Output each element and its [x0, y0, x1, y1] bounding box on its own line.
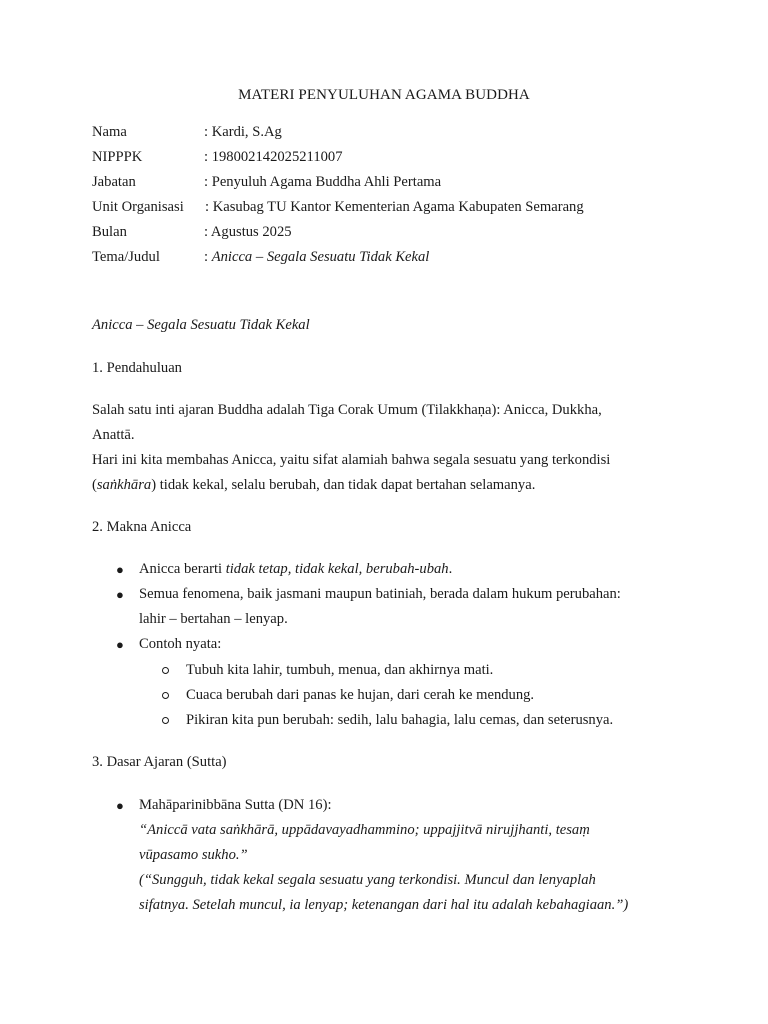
list-item	[116, 793, 332, 818]
sub-list-item	[186, 683, 534, 708]
bullet-icon: ●	[116, 587, 124, 602]
circle-bullet-icon	[162, 667, 169, 674]
meta-label: Bulan	[92, 224, 127, 240]
sub-item-text: Pikiran kita pun berubah: sedih, lalu bahagia, lalu cemas, dan seterusnya.	[186, 712, 614, 728]
translation-line: (“Sungguh, tidak kekal segala sesuatu yang terkondisi. Muncul dan lenyaplah	[139, 872, 596, 888]
meta-value: : 198002142025211007	[204, 149, 343, 165]
paragraph-line	[92, 473, 535, 498]
section-3-title: 3. Dasar Ajaran (Sutta)	[92, 754, 227, 770]
sub-item-text: Cuaca berubah dari panas ke hujan, dari cerah ke mendung.	[186, 687, 535, 703]
sub-list-item	[186, 708, 613, 733]
bullet-text: Contoh nyata:	[139, 636, 222, 652]
meta-value: : Kasubag TU Kantor Kementerian Agama Kabupaten Semarang	[205, 199, 584, 215]
term-sankhara: saṅkhāra	[96, 477, 152, 493]
translation-line: sifatnya. Setelah muncul, ia lenyap; ketenangan dari hal itu adalah kebahagiaan.”)	[139, 897, 629, 913]
circle-bullet-icon	[162, 692, 169, 699]
sutta-name: Mahāparinibbāna Sutta (DN 16):	[139, 797, 332, 813]
section-2-title: 2. Makna Anicca	[92, 519, 192, 535]
bullet-text-prefix: Anicca berarti	[139, 561, 226, 577]
bullet-icon: ●	[116, 637, 124, 652]
bullet-icon: ●	[116, 562, 124, 577]
paragraph-line: Hari ini kita membahas Anicca, yaitu sifat alamiah bahwa segala sesuatu yang terkondisi	[92, 452, 611, 468]
list-item	[116, 632, 222, 657]
meta-label: NIPPPK	[92, 149, 143, 165]
sub-list-item	[186, 658, 493, 683]
meta-value-theme: Anicca – Segala Sesuatu Tidak Kekal	[211, 249, 430, 265]
meta-label: Unit Organisasi	[92, 199, 184, 215]
pali-quote-line: “Aniccā vata saṅkhārā, uppādavayadhammino; uppajjitvā nirujjhanti, tesaṃ	[139, 822, 590, 838]
paren-open: (	[92, 477, 97, 493]
sub-item-text: Tubuh kita lahir, tumbuh, menua, dan akhirnya mati.	[186, 662, 494, 678]
meta-value: : Kardi, S.Ag	[204, 124, 282, 140]
paragraph-line: Salah satu inti ajaran Buddha adalah Tiga Corak Umum (Tilakkhaṇa): Anicca, Dukkha,	[92, 402, 602, 418]
bullet-text: Semua fenomena, baik jasmani maupun batiniah, berada dalam hukum perubahan:	[139, 586, 621, 602]
meta-label: Jabatan	[92, 174, 136, 190]
list-item-continuation: lahir – bertahan – lenyap.	[139, 611, 288, 627]
meta-label: Tema/Judul	[92, 249, 160, 265]
section-1-title: 1. Pendahuluan	[92, 360, 182, 376]
circle-bullet-icon	[162, 717, 169, 724]
meta-value-prefix: :	[204, 249, 212, 265]
section-heading: Anicca – Segala Sesuatu Tidak Kekal	[92, 317, 310, 333]
paragraph-line: Anattā.	[92, 427, 135, 443]
meta-label: Nama	[92, 124, 127, 140]
meta-value: : Agustus 2025	[204, 224, 292, 240]
list-item	[116, 582, 621, 607]
bullet-icon: ●	[116, 798, 124, 813]
document-title: MATERI PENYULUHAN AGAMA BUDDHA	[238, 87, 530, 103]
paragraph-rest: ) tidak kekal, selalu berubah, dan tidak dapat bertahan selamanya.	[151, 477, 536, 493]
meta-value	[204, 245, 429, 270]
meta-value: : Penyuluh Agama Buddha Ahli Pertama	[204, 174, 442, 190]
bullet-text-italic: tidak tetap, tidak kekal, berubah-ubah	[225, 561, 449, 577]
pali-quote-line: vūpasamo sukho.”	[139, 847, 248, 863]
list-item	[116, 557, 453, 582]
bullet-text-suffix: .	[448, 561, 453, 577]
